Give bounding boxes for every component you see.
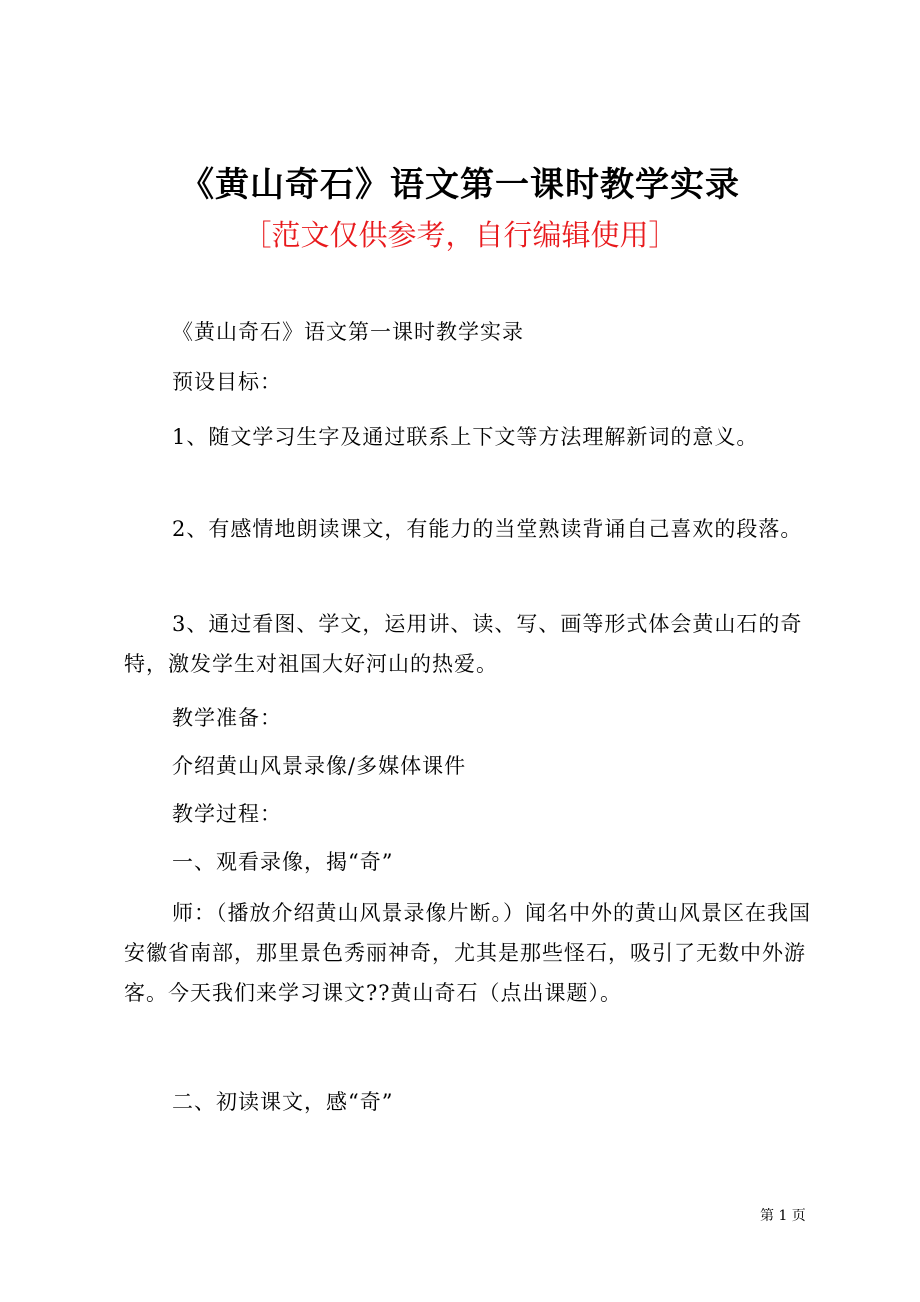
paragraph-teacher-intro: 师：（播放介绍黄山风景录像片断。）闻名中外的黄山风景区在我国安徽省南部，那里景色秀丽神奇，尤其是那些怪石，吸引了无数中外游客。今天我们来学习课文??黄山奇石（点出课题）。 <box>124 901 811 1005</box>
paragraph-goals-label: 预设目标： <box>172 370 282 394</box>
paragraph-goal-2: 2、有感情地朗读课文，有能力的当堂熟读背诵自己喜欢的段落。 <box>172 517 803 541</box>
paragraph-step-2: 二、初读课文，感“奇” <box>172 1090 394 1114</box>
page-number: 第 1 页 <box>760 1208 806 1224</box>
paragraph-heading: 《黄山奇石》语文第一课时教学实录 <box>172 320 524 344</box>
paragraph-goal-3: 3、通过看图、学文，运用讲、读、写、画等形式体会黄山石的奇特，激发学生对祖国大好河山的热爱。 <box>124 612 803 676</box>
paragraph-prep-content: 介绍黄山风景录像/多媒体课件 <box>172 754 467 778</box>
paragraph-process-label: 教学过程： <box>172 802 282 826</box>
paragraph-step-1: 一、观看录像，揭“奇” <box>172 850 394 874</box>
paragraph-goal-1: 1、随文学习生字及通过联系上下文等方法理解新词的意义。 <box>172 425 759 449</box>
paragraph-prep-label: 教学准备： <box>172 706 282 730</box>
document-subtitle: ［范文仅供参考，自行编辑使用］ <box>242 218 678 252</box>
document-title: 《黄山奇石》语文第一课时教学实录 <box>180 165 740 205</box>
